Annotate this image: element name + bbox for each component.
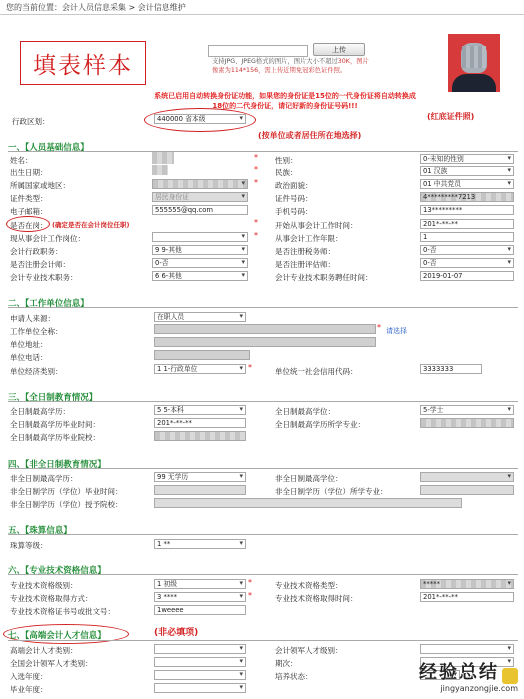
- section-basic-title: 一、【人员基础信息】: [8, 143, 89, 153]
- section-qual-divider: [8, 574, 518, 575]
- watermark-title: 经验总结: [419, 662, 499, 683]
- section-talent-divider: [8, 640, 518, 641]
- tech-post-select[interactable]: 6 6-其他 ▾: [152, 271, 248, 281]
- photo-file-input[interactable]: [208, 45, 308, 57]
- name-field[interactable]: [152, 152, 174, 164]
- politics-select[interactable]: 01 中共党员 ▾: [420, 179, 514, 189]
- required-star: *: [248, 591, 252, 600]
- talent-category-label: 高端会计人才类别：: [10, 646, 78, 655]
- leader-level-select[interactable]: [420, 644, 514, 654]
- grad-time-label: 全日制最高学历毕业时间：: [10, 420, 100, 429]
- id-type-label: 证件类型：: [10, 194, 48, 203]
- part-major-label: 非全日制学历（学位）所学专业：: [275, 487, 388, 496]
- upload-tip-prefix: 支持JPG、JPEG格式的图片，图片大小不超过: [212, 58, 338, 65]
- years-label: 从事会计工作年限：: [275, 234, 343, 243]
- post-select[interactable]: [152, 232, 248, 242]
- cpa-label: 是否注册会计师：: [10, 260, 70, 269]
- required-star: *: [254, 218, 258, 227]
- section-part-divider: [8, 468, 518, 469]
- birth-label: 出生日期：: [10, 168, 48, 177]
- breadcrumb: 您的当前位置：会计人员信息采集 > 会计信息维护: [6, 3, 186, 12]
- part-grad-time-field[interactable]: [154, 485, 246, 495]
- upload-tip: [212, 58, 372, 75]
- start-time-label: 开始从事会计工作时间：: [275, 221, 358, 230]
- watermark-url: jingyanzongjie.com: [440, 684, 518, 693]
- photo-annotation: (红底证件照): [427, 112, 475, 121]
- part-major-field[interactable]: [420, 485, 514, 495]
- id-no-field[interactable]: 4*********7213: [420, 192, 514, 202]
- source-label: 申请人来源：: [10, 314, 55, 323]
- id-no-label: 证件号码：: [275, 194, 313, 203]
- section-talent-title: 七、【高端会计人才信息】: [8, 631, 106, 641]
- email-label: 电子邮箱：: [10, 207, 48, 216]
- required-star: *: [377, 323, 381, 332]
- grad-year-label: 毕业年度：: [10, 685, 48, 694]
- watermark: [419, 658, 518, 693]
- start-time-field[interactable]: 201*-**-**: [420, 219, 514, 229]
- gender-label: 性别：: [275, 156, 298, 165]
- enter-year-select[interactable]: [154, 670, 246, 680]
- abacus-select[interactable]: 1 ** ▾: [154, 539, 246, 549]
- econ-type-select[interactable]: 1 1-行政单位 ▾: [154, 364, 246, 374]
- optional-annotation: (非必填项): [154, 628, 199, 638]
- unit-addr-field[interactable]: [154, 337, 376, 347]
- part-degree-select[interactable]: 99 无学历 ▾: [154, 472, 246, 482]
- required-star: *: [248, 578, 252, 587]
- source-select[interactable]: 在职人员 ▾: [154, 312, 246, 322]
- mobile-label: 手机号码：: [275, 207, 313, 216]
- upload-tip-red: 30K，图片像素为114*156，需上传近期免冠彩色证件照。: [212, 58, 369, 74]
- degree-select[interactable]: 5 5-本科 ▾: [154, 405, 246, 415]
- section-edu-title: 三、【全日制教育情况】: [8, 393, 98, 403]
- section-part-title: 四、【非全日制教育情况】: [8, 460, 106, 470]
- tax-agent-label: 是否注册税务师：: [275, 247, 335, 256]
- ethnic-label: 民族：: [275, 168, 298, 177]
- watermark-check-icon: [502, 668, 518, 684]
- leader-level-label: 会计领军人才级别：: [275, 646, 343, 655]
- unit-phone-field[interactable]: [154, 350, 250, 360]
- major-field[interactable]: [420, 418, 514, 428]
- section-work-title: 二、【工作单位信息】: [8, 299, 89, 309]
- unit-name-field[interactable]: [154, 324, 376, 334]
- required-star: *: [254, 231, 258, 240]
- qual-level-select[interactable]: 1 初级 ▾: [154, 579, 246, 589]
- required-star: *: [254, 153, 258, 162]
- enter-year-label: 入选年度：: [10, 672, 48, 681]
- diploma-label: 全日制最高学位：: [275, 407, 335, 416]
- unit-addr-label: 单位地址：: [10, 340, 48, 349]
- qual-time-field[interactable]: 201*-**-**: [420, 592, 514, 602]
- cpa-select[interactable]: 0-否 ▾: [152, 258, 248, 268]
- upload-button[interactable]: 上传: [313, 43, 365, 56]
- admin-post-select[interactable]: 9 9-其他 ▾: [152, 245, 248, 255]
- part-school-field[interactable]: [154, 498, 462, 508]
- tech-post-label: 会计专业技术职务：: [10, 273, 78, 282]
- post-label: 现从事会计工作岗位：: [10, 234, 85, 243]
- id-photo: [448, 34, 500, 92]
- name-label: 姓名：: [10, 156, 33, 165]
- admin-post-label: 会计行政职务：: [10, 247, 63, 256]
- degree-label: 全日制最高学历：: [10, 407, 70, 416]
- abacus-label: 珠算等级：: [10, 541, 48, 550]
- region-annotation: (按单位或者居住所在地选择): [258, 131, 362, 140]
- appraiser-label: 是否注册评估师：: [275, 260, 335, 269]
- appraiser-select[interactable]: 0-否 ▾: [420, 258, 514, 268]
- section-abacus-divider: [8, 534, 518, 535]
- section-edu-divider: [8, 401, 518, 402]
- id-type-select[interactable]: 居民身份证 ▾: [152, 192, 248, 202]
- tech-time-label: 会计专业技术职务聘任时间：: [275, 273, 373, 282]
- select-unit-link[interactable]: 请选择: [386, 327, 407, 335]
- econ-type-label: 单位经济类别：: [10, 367, 63, 376]
- train-status-label: 培养状态：: [275, 672, 313, 681]
- on-duty-label: 是否在岗：: [10, 221, 48, 230]
- part-diploma-select[interactable]: [420, 472, 514, 482]
- qual-method-label: 专业技术资格取得方式：: [10, 594, 93, 603]
- politics-label: 政治面貌：: [275, 181, 313, 190]
- gender-select[interactable]: 0-未知的性别 ▾: [420, 154, 514, 164]
- unit-name-label: 工作单位全称：: [10, 327, 63, 336]
- grad-year-select[interactable]: [154, 683, 246, 693]
- part-degree-label: 非全日制最高学历：: [10, 474, 78, 483]
- country-select[interactable]: [152, 179, 248, 189]
- grad-school-label: 全日制最高学历毕业院校：: [10, 433, 100, 442]
- grad-school-field[interactable]: [154, 431, 246, 441]
- required-star: *: [248, 363, 252, 372]
- credit-code-field[interactable]: 3333333: [420, 364, 482, 374]
- years-field[interactable]: 1: [420, 232, 514, 242]
- part-diploma-label: 非全日制最高学位：: [275, 474, 343, 483]
- qual-time-label: 专业技术资格取得时间：: [275, 594, 358, 603]
- breadcrumb-divider: [0, 14, 524, 15]
- email-field[interactable]: 555555@qq.com: [152, 205, 248, 215]
- region-label: 行政区划：: [12, 117, 50, 126]
- talent-category-select[interactable]: [154, 644, 246, 654]
- qual-cert-label: 专业技术资格证书号或批文号：: [10, 607, 115, 616]
- qual-cert-field[interactable]: 1weeee: [154, 605, 246, 615]
- tax-agent-select[interactable]: 0-否 ▾: [420, 245, 514, 255]
- nat-category-select[interactable]: [154, 657, 246, 667]
- region-select[interactable]: 440000 省本级 ▾: [154, 114, 246, 124]
- part-school-label: 非全日制学历（学位）授予院校：: [10, 500, 123, 509]
- required-star: *: [254, 178, 258, 187]
- diploma-select[interactable]: 5-学士 ▾: [420, 405, 514, 415]
- birth-field[interactable]: [152, 165, 168, 175]
- sample-stamp: 填表样本: [20, 41, 146, 85]
- ethnic-select[interactable]: 01 汉族 ▾: [420, 166, 514, 176]
- nat-category-label: 全国会计领军人才类别：: [10, 659, 93, 668]
- qual-level-label: 专业技术资格级别：: [10, 581, 78, 590]
- qual-type-label: 专业技术资格类型：: [275, 581, 343, 590]
- period-label: 期次：: [275, 659, 298, 668]
- qual-type-select[interactable]: ***** ▾: [420, 579, 514, 589]
- section-work-divider: [8, 307, 518, 308]
- mobile-field[interactable]: 13*********: [420, 205, 514, 215]
- grad-time-field[interactable]: 201*-**-**: [154, 418, 246, 428]
- section-abacus-title: 五、【珠算信息】: [8, 526, 72, 536]
- section-qual-title: 六、【专业技术资格信息】: [8, 566, 106, 576]
- id-conversion-notice: 系统已启用自动转换身份证功能，如果您的身份证是15位的一代身份证将自动转换成18位的二代身份证，请记好新的身份证号码!!!: [154, 92, 416, 110]
- on-duty-annotation: (确定是否在会计岗位任职): [52, 221, 130, 229]
- qual-method-select[interactable]: 3 **** ▾: [154, 592, 246, 602]
- tech-time-field[interactable]: 2019-01-07: [420, 271, 514, 281]
- major-label: 全日制最高学历所学专业：: [275, 420, 365, 429]
- country-label: 所属国家或地区：: [10, 181, 70, 190]
- unit-phone-label: 单位电话：: [10, 353, 48, 362]
- required-star: *: [254, 165, 258, 174]
- credit-code-label: 单位统一社会信用代码：: [275, 367, 358, 376]
- section-basic-divider: [8, 151, 518, 152]
- part-grad-time-label: 非全日制学历（学位）毕业时间：: [10, 487, 123, 496]
